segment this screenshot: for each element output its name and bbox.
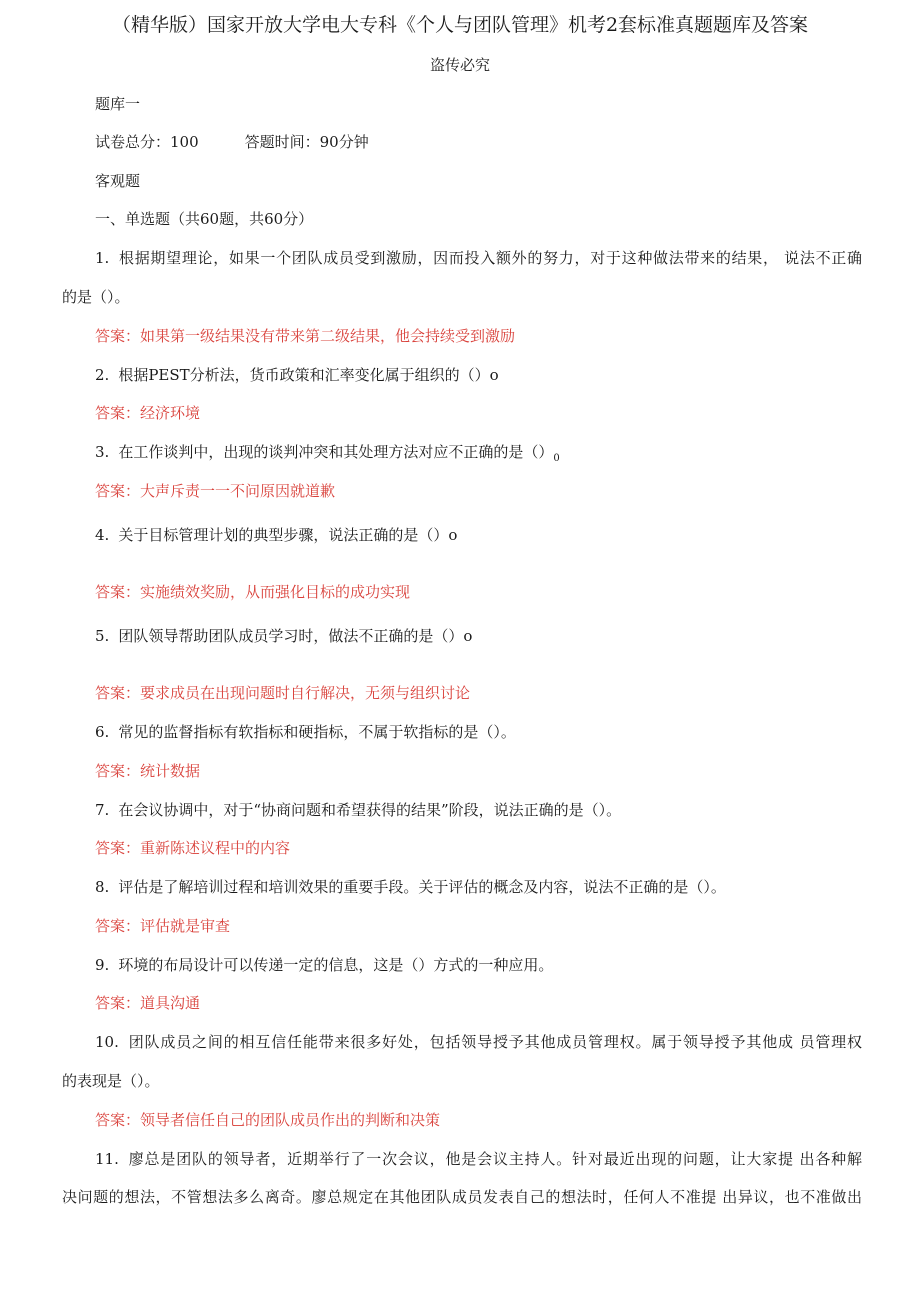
question-7 xyxy=(95,800,621,820)
question-text: 团队成员之间的相互信任能带来很多好处，包括领导授予其他成员管理权。属于领导授予其他成 员管理权 xyxy=(127,1033,862,1051)
document-subtitle: 盗传必究 xyxy=(429,56,490,74)
question-number: 11. xyxy=(95,1150,119,1168)
answer-1: 答案：如果第一级结果没有带来第二级结果，他会持续受到激励 xyxy=(95,327,516,345)
question-text: 在工作谈判中，出现的谈判冲突和其处理方法对应不正确的是（） xyxy=(118,443,554,461)
question-text: 关于目标管理计划的典型步骤，说法正确的是（）o xyxy=(118,526,458,544)
bank-label: 题库一 xyxy=(95,95,141,113)
question-number: 5. xyxy=(95,627,110,645)
total-score: 试卷总分：100 xyxy=(95,133,199,151)
question-6 xyxy=(95,722,516,742)
objective-label: 客观题 xyxy=(95,172,141,190)
exam-info xyxy=(95,132,369,152)
question-text: 团队领导帮助团队成员学习时，做法不正确的是（）o xyxy=(118,627,473,645)
answer-7: 答案：重新陈述议程中的内容 xyxy=(95,839,291,857)
question-text: 评估是了解培训过程和培训效果的重要手段。关于评估的概念及内容，说法不正确的是（）。 xyxy=(118,878,726,896)
answer-4: 答案：实施绩效奖励，从而强化目标的成功实现 xyxy=(95,583,411,601)
question-number: 10. xyxy=(95,1033,119,1051)
question-text: 廖总是团队的领导者，近期举行了一次会议，他是会议主持人。针对最近出现的问题，让大家提 出各种解 xyxy=(127,1150,862,1168)
question-number: 1. xyxy=(95,249,110,267)
answer-3: 答案：大声斥责一一不问原因就道歉 xyxy=(95,482,336,500)
question-subscript: 0 xyxy=(553,453,560,464)
question-number: 4. xyxy=(95,526,110,544)
answer-10: 答案：领导者信任自己的团队成员作出的判断和决策 xyxy=(95,1111,441,1129)
question-number: 8. xyxy=(95,878,110,896)
question-4 xyxy=(95,525,457,545)
question-number: 2. xyxy=(95,366,110,384)
question-10-line1 xyxy=(95,1032,862,1052)
question-8 xyxy=(95,877,726,897)
question-5 xyxy=(95,626,472,646)
question-text: 根据期望理论，如果一个团队成员受到激励，因而投入额外的努力，对于这种做法带来的结果， 说法不正确 xyxy=(118,249,862,267)
question-text: 根据PEST分析法，货币政策和汇率变化属于组织的（）o xyxy=(118,366,499,384)
question-number: 6. xyxy=(95,723,110,741)
question-text: 在会议协调中，对于“协商问题和希望获得的结果”阶段，说法正确的是（）。 xyxy=(118,801,622,819)
question-text: 常见的监督指标有软指标和硬指标，不属于软指标的是（）。 xyxy=(118,723,516,741)
answer-5: 答案：要求成员在出现问题时自行解决，无须与组织讨论 xyxy=(95,684,471,702)
answer-2: 答案：经济环境 xyxy=(95,404,201,422)
exam-time: 答题时间：90分钟 xyxy=(244,133,369,151)
answer-9: 答案：道具沟通 xyxy=(95,994,201,1012)
answer-8: 答案：评估就是审查 xyxy=(95,917,231,935)
question-number: 7. xyxy=(95,801,110,819)
question-3 xyxy=(95,442,560,469)
question-number: 9. xyxy=(95,956,110,974)
question-9 xyxy=(95,955,553,975)
question-1-line2: 的是（）。 xyxy=(62,288,130,306)
section-heading: 一、单选题（共60题，共60分） xyxy=(95,210,314,228)
question-10-line2: 的表现是（）。 xyxy=(62,1072,160,1090)
question-1-line1 xyxy=(95,248,862,268)
answer-6: 答案：统计数据 xyxy=(95,762,201,780)
question-2 xyxy=(95,365,499,385)
question-text: 环境的布局设计可以传递一定的信息，这是（）方式的一种应用。 xyxy=(118,956,554,974)
question-11-line2: 决问题的想法，不管想法多么离奇。廖总规定在其他团队成员发表自己的想法时，任何人不准提 出异议，也不准做出 xyxy=(62,1188,862,1206)
question-11-line1 xyxy=(95,1149,862,1169)
question-number: 3. xyxy=(95,443,110,461)
document-title: （精华版）国家开放大学电大专科《个人与团队管理》机考2套标准真题题库及答案 xyxy=(111,14,809,36)
